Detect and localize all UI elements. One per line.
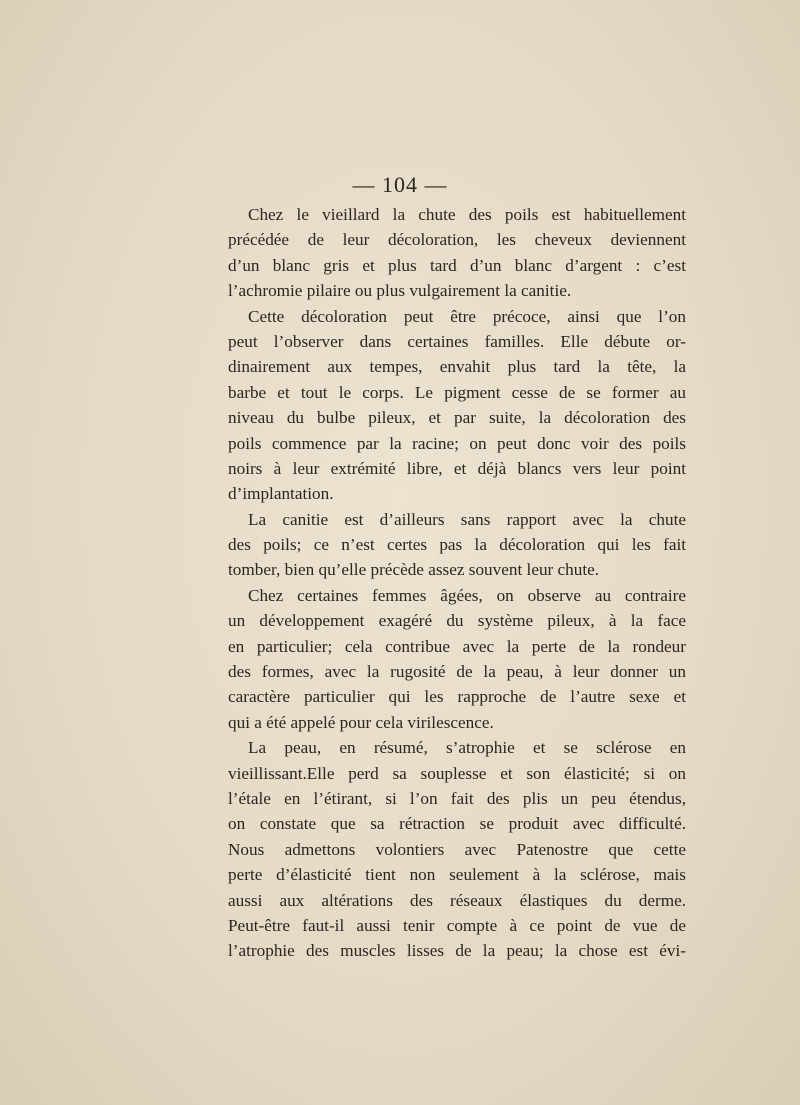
text-line: Nous admettons volontiers avec Patenostre que cette <box>228 839 686 859</box>
text-line: des formes, avec la rugosité de la peau, à leur donner un <box>228 662 686 682</box>
text-line: d’implantation. <box>228 484 334 504</box>
text-line: peut l’observer dans certaines familles. Elle débute or- <box>228 331 686 351</box>
text-line: perte d’élasticité tient non seulement à la sclérose, mais <box>228 865 686 885</box>
body-text <box>228 202 686 964</box>
text-line: Peut-être faut-il aussi tenir compte à ce point de vue de <box>228 915 686 935</box>
text-line: caractère particulier qui les rapproche de l’autre sexe et <box>228 687 686 707</box>
page-number: — 104 — <box>352 172 448 197</box>
text-line: l’atrophie des muscles lisses de la peau; la chose est évi- <box>228 941 686 961</box>
text-line: dinairement aux tempes, envahit plus tard la tête, la <box>228 357 686 377</box>
text-line: La peau, en résumé, s’atrophie et se sclérose en <box>248 738 686 758</box>
text-line: on constate que sa rétraction se produit avec difficulté. <box>228 814 686 834</box>
text-line: Chez le vieillard la chute des poils est habituellement <box>248 205 686 224</box>
text-line: noirs à leur extrémité libre, et déjà blancs vers leur point <box>228 458 686 478</box>
text-line: barbe et tout le corps. Le pigment cesse de se former au <box>228 382 686 402</box>
text-line: poils commence par la racine; on peut donc voir des poils <box>228 433 686 453</box>
text-line: aussi aux altérations des réseaux élastiques du derme. <box>228 890 686 910</box>
text-line: Chez certaines femmes âgées, on observe au contraire <box>248 585 686 605</box>
text-line: l’étale en l’étirant, si l’on fait des plis un peu étendus, <box>228 788 686 808</box>
text-line: précédée de leur décoloration, les cheveux deviennent <box>228 230 686 250</box>
text-line: des poils; ce n’est certes pas la décoloration qui les fait <box>228 535 686 555</box>
text-line: Cette décoloration peut être précoce, ainsi que l’on <box>248 306 686 326</box>
text-line: vieillissant.Elle perd sa souplesse et son élasticité; si on <box>228 763 686 783</box>
text-line: en particulier; cela contribue avec la perte de la rondeur <box>228 636 686 656</box>
text-line: tomber, bien qu’elle précède assez souvent leur chute. <box>228 560 600 580</box>
text-line: l’achromie pilaire ou plus vulgairement la canitie. <box>228 281 572 301</box>
text-line: un développement exagéré du système pileux, à la face <box>228 611 686 631</box>
text-line: qui a été appelé pour cela virilescence. <box>228 712 494 732</box>
text-line: La canitie est d’ailleurs sans rapport avec la chute <box>248 509 686 529</box>
text-line: niveau du bulbe pileux, et par suite, la décoloration des <box>228 408 686 428</box>
text-line: d’un blanc gris et plus tard d’un blanc d’argent : c’est <box>228 255 686 275</box>
